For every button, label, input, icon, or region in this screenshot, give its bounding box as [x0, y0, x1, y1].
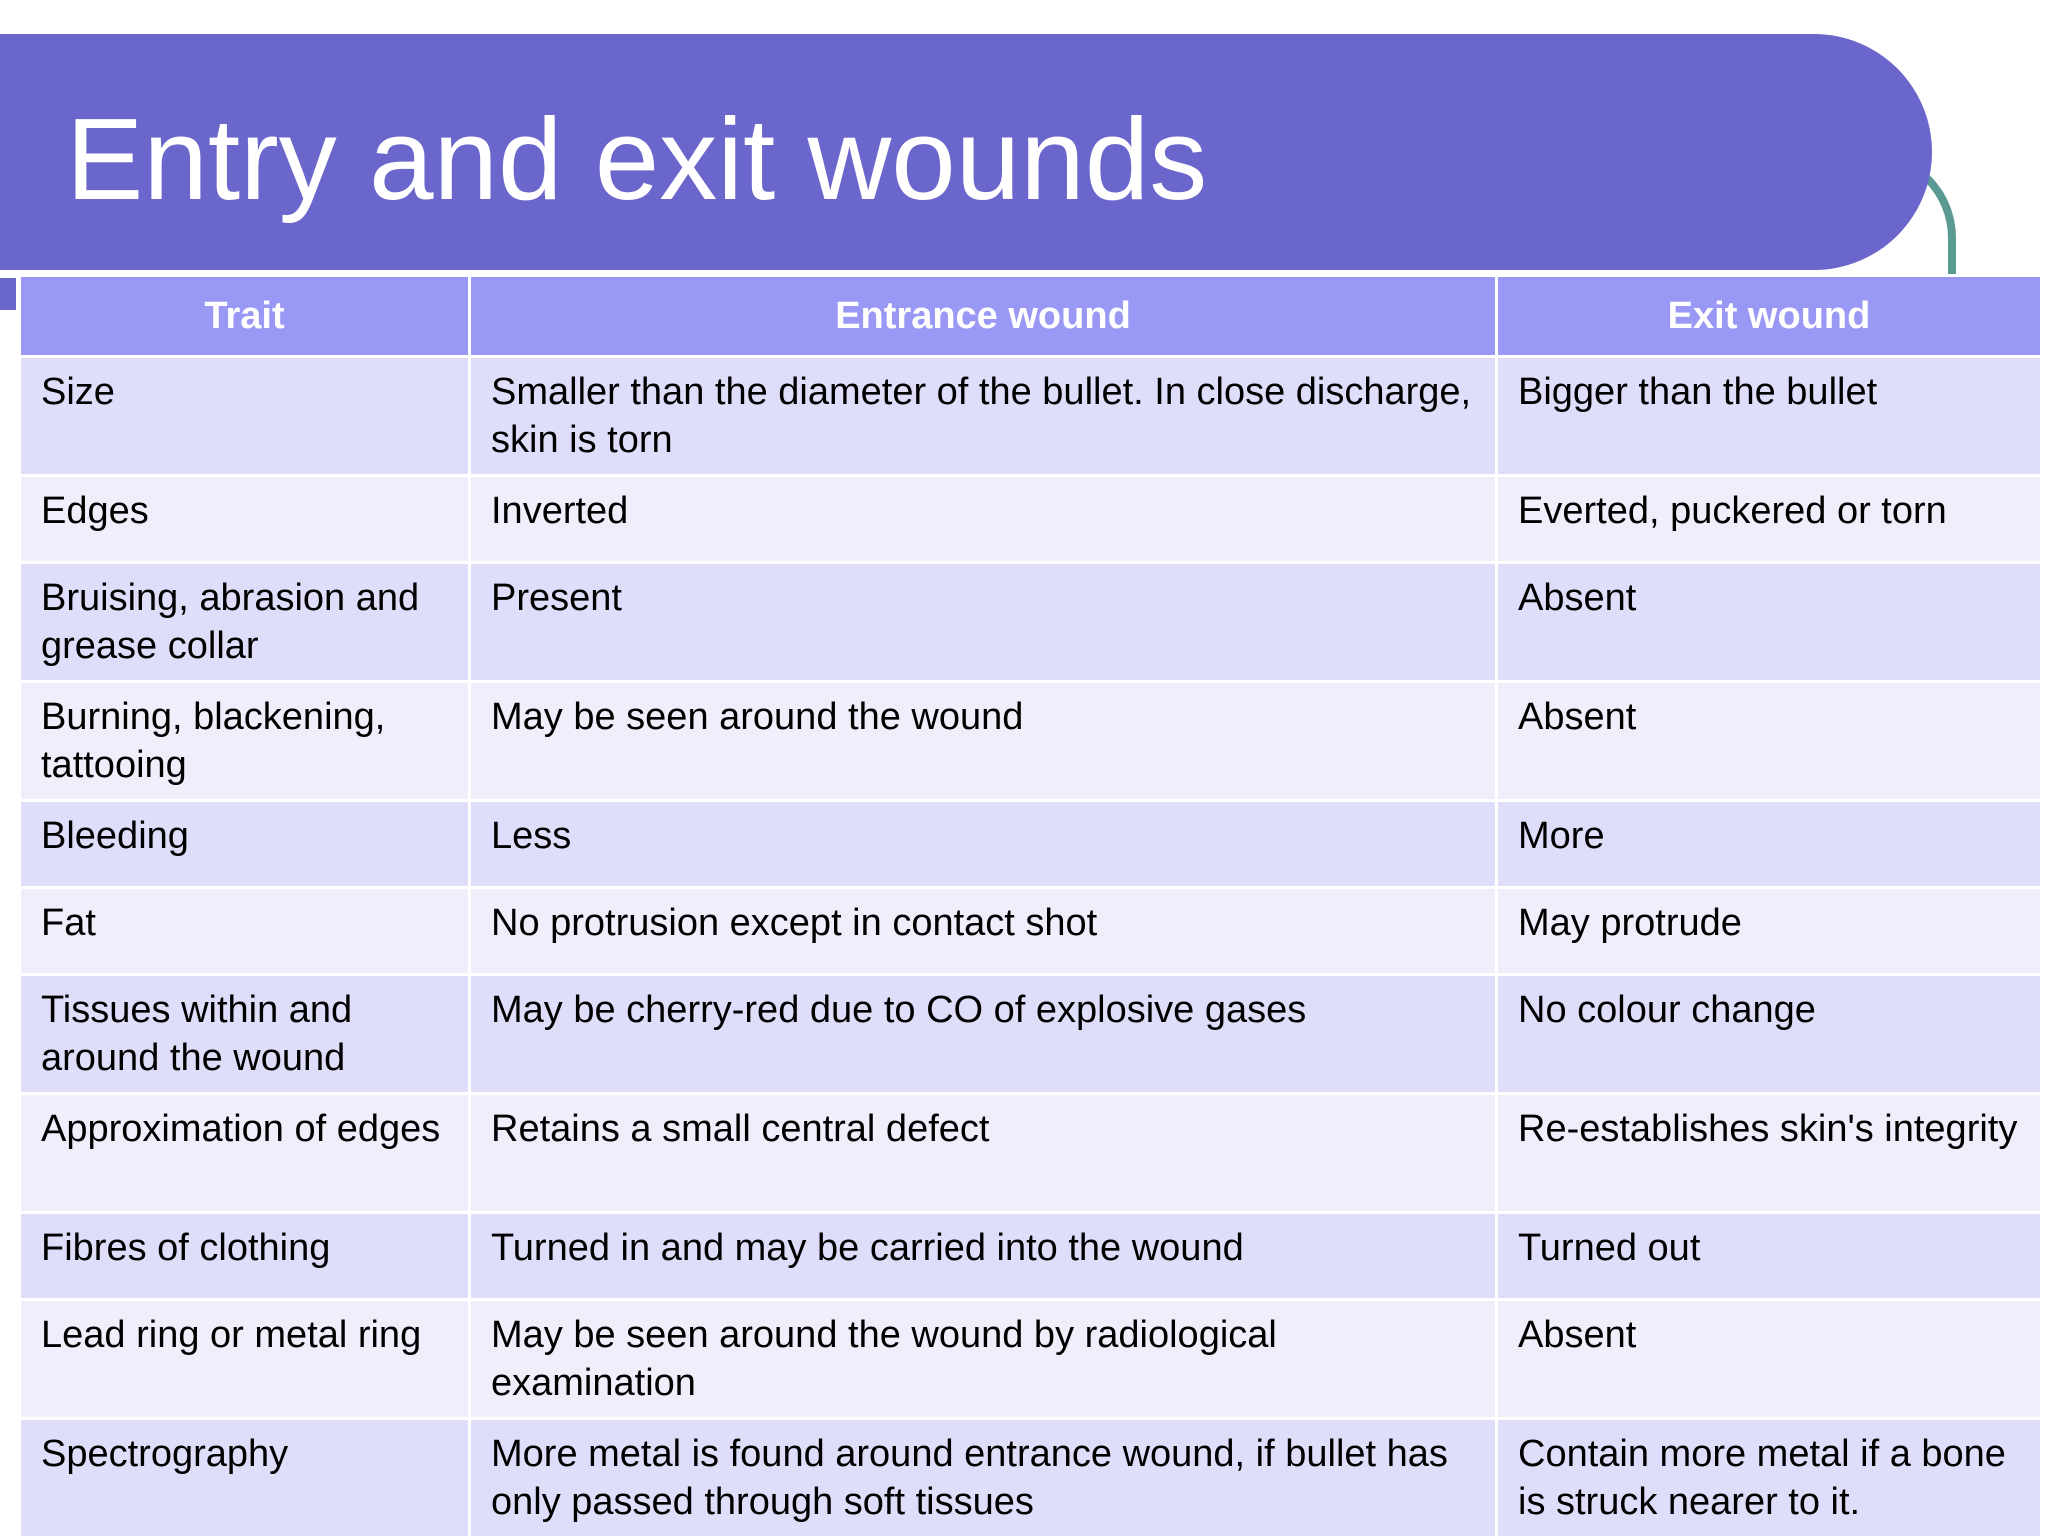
trait-cell: Approximation of edges: [20, 1094, 470, 1213]
entrance-cell: May be cherry-red due to CO of explosive gases: [470, 975, 1497, 1094]
table-row: [20, 1213, 2042, 1300]
header-entrance-wound: Entrance wound: [470, 276, 1497, 357]
trait-cell: Size: [20, 357, 470, 476]
table-row: [20, 975, 2042, 1094]
entrance-cell: Less: [470, 801, 1497, 888]
exit-cell: No colour change: [1497, 975, 2042, 1094]
entrance-cell: Inverted: [470, 476, 1497, 563]
exit-cell: May protrude: [1497, 888, 2042, 975]
exit-cell: Absent: [1497, 563, 2042, 682]
table-header-row: [20, 276, 2042, 357]
trait-cell: Burning, blackening, tattooing: [20, 682, 470, 801]
table-row: [20, 563, 2042, 682]
exit-cell: Everted, puckered or torn: [1497, 476, 2042, 563]
trait-cell: Fat: [20, 888, 470, 975]
trait-cell: Fibres of clothing: [20, 1213, 470, 1300]
wounds-comparison-table: [18, 274, 2043, 1539]
trait-cell: Lead ring or metal ring: [20, 1300, 470, 1419]
header-trait: Trait: [20, 276, 470, 357]
table-row: [20, 801, 2042, 888]
exit-cell: Re-establishes skin's integrity: [1497, 1094, 2042, 1213]
trait-cell: Tissues within and around the wound: [20, 975, 470, 1094]
entrance-cell: Present: [470, 563, 1497, 682]
table-row: [20, 682, 2042, 801]
entrance-cell: Smaller than the diameter of the bullet. In close discharge, skin is torn: [470, 357, 1497, 476]
trait-cell: Bruising, abrasion and grease collar: [20, 563, 470, 682]
exit-cell: Bigger than the bullet: [1497, 357, 2042, 476]
exit-cell: Contain more metal if a bone is struck nearer to it.: [1497, 1419, 2042, 1538]
table-row: [20, 357, 2042, 476]
decorative-marker: [0, 278, 16, 310]
table-row: [20, 1419, 2042, 1538]
entrance-cell: No protrusion except in contact shot: [470, 888, 1497, 975]
exit-cell: Absent: [1497, 682, 2042, 801]
table-row: [20, 1300, 2042, 1419]
entrance-cell: More metal is found around entrance wound, if bullet has only passed through soft tissues: [470, 1419, 1497, 1538]
exit-cell: Turned out: [1497, 1213, 2042, 1300]
trait-cell: Edges: [20, 476, 470, 563]
trait-cell: Spectrography: [20, 1419, 470, 1538]
table-row: [20, 1094, 2042, 1213]
trait-cell: Bleeding: [20, 801, 470, 888]
exit-cell: Absent: [1497, 1300, 2042, 1419]
entrance-cell: Retains a small central defect: [470, 1094, 1497, 1213]
entrance-cell: May be seen around the wound: [470, 682, 1497, 801]
exit-cell: More: [1497, 801, 2042, 888]
entrance-cell: Turned in and may be carried into the wound: [470, 1213, 1497, 1300]
slide-title: Entry and exit wounds: [66, 94, 1208, 224]
table-row: [20, 888, 2042, 975]
entrance-cell: May be seen around the wound by radiological examination: [470, 1300, 1497, 1419]
table-row: [20, 476, 2042, 563]
header-exit-wound: Exit wound: [1497, 276, 2042, 357]
